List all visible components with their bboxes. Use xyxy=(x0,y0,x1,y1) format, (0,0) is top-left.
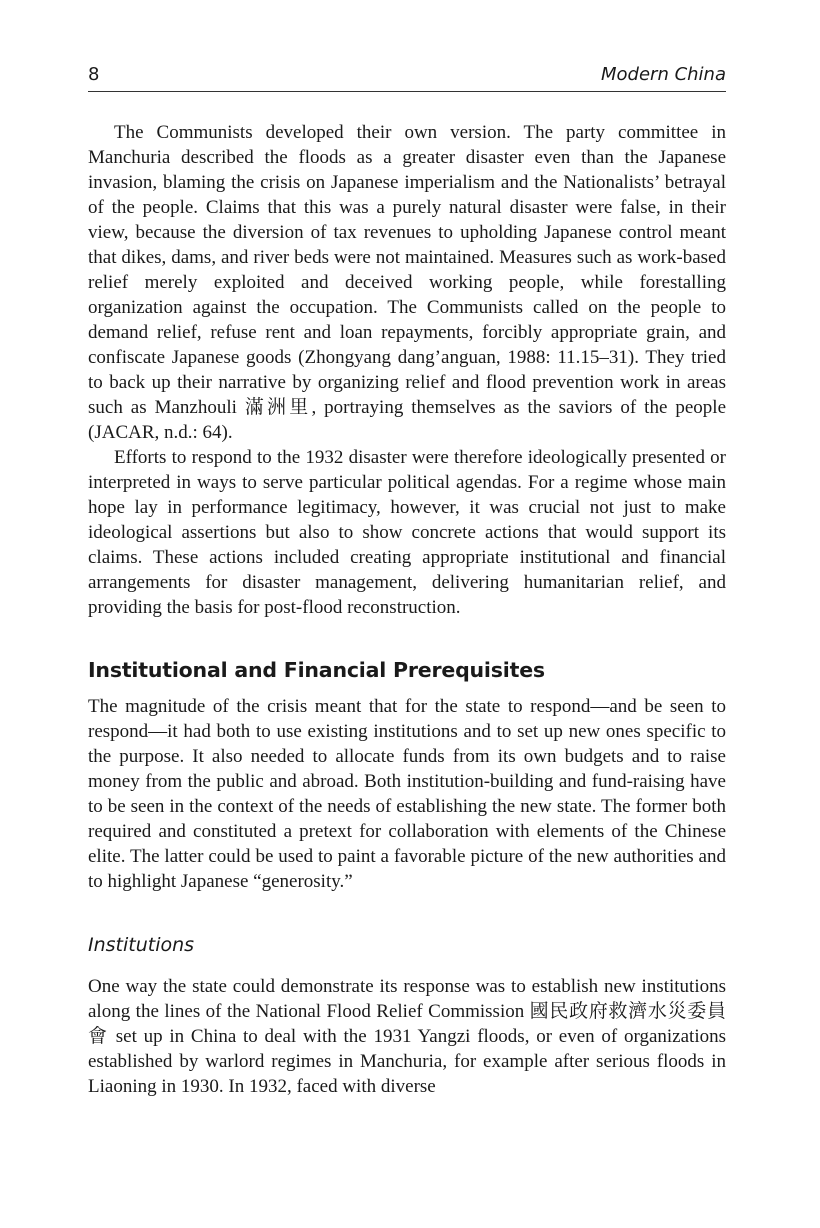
journal-title: Modern China xyxy=(601,64,726,85)
paragraph-efforts: Efforts to respond to the 1932 disaster were therefore ideologically presented or interpreted in ways to serve particular political agendas. For a regime whose main hope lay in performance legitimacy, however, it was crucial not just to make ideological assertions but also to show concrete actions that would support its claims. These actions included creating appropriate institutional and financial arrangements for disaster management, delivering humanitarian relief, and providing the basis for post-flood reconstruction. xyxy=(88,447,726,618)
paragraph-communists: The Communists developed their own version. The party committee in Manchuria described the floods as a greater disaster even than the Japanese invasion, blaming the crisis on Japanese imperialism and the Nationalists’ betrayal of the people. Claims that this was a purely natural disaster were false, in their view, because the diversion of tax revenues to upholding Japanese control meant that dikes, dams, and river beds were not maintained. Measures such as work-based relief merely exploited and deceived working people, while forestalling organization against the occupation. The Communists called on the people to demand relief, refuse rent and loan repayments, forcibly appropriate grain, and confiscate Japanese goods (Zhongyang dang’anguan, 1988: 11.15–31). They tried to back up their narrative by organizing relief and flood prevention work in areas such as Manzhouli 滿洲里, portraying themselves as the saviors of the people (JACAR, n.d.: 64). xyxy=(88,122,726,443)
paragraph-magnitude: The magnitude of the crisis meant that for the state to respond—and be seen to respond—it had both to use existing institutions and to set up new ones specific to the purpose. It also needed to allocate funds from its own budgets and to raise money from the public and abroad. Both institution-building and fund-raising have to be seen in the context of the needs of establishing the new state. The former both required and constituted a pretext for collaboration with elements of the Chinese elite. The latter could be used to paint a favorable picture of the new authorities and to highlight Japanese “generosity.” xyxy=(88,696,726,892)
paragraph-institutions: One way the state could demonstrate its response was to establish new institutions along the lines of the National Flood Relief Commission 國民政府救濟水災委員會 set up in China to deal with the 1931 Yangzi floods, or even of organizations established by warlord regimes in Manchuria, for example after serious floods in Liaoning in 1930. In 1932, faced with diverse xyxy=(88,976,726,1097)
subsection-heading: Institutions xyxy=(88,934,195,956)
section-heading: Institutional and Financial Prerequisites xyxy=(88,658,545,682)
running-header xyxy=(88,62,726,92)
page xyxy=(88,62,726,1099)
page-number: 8 xyxy=(88,64,100,85)
